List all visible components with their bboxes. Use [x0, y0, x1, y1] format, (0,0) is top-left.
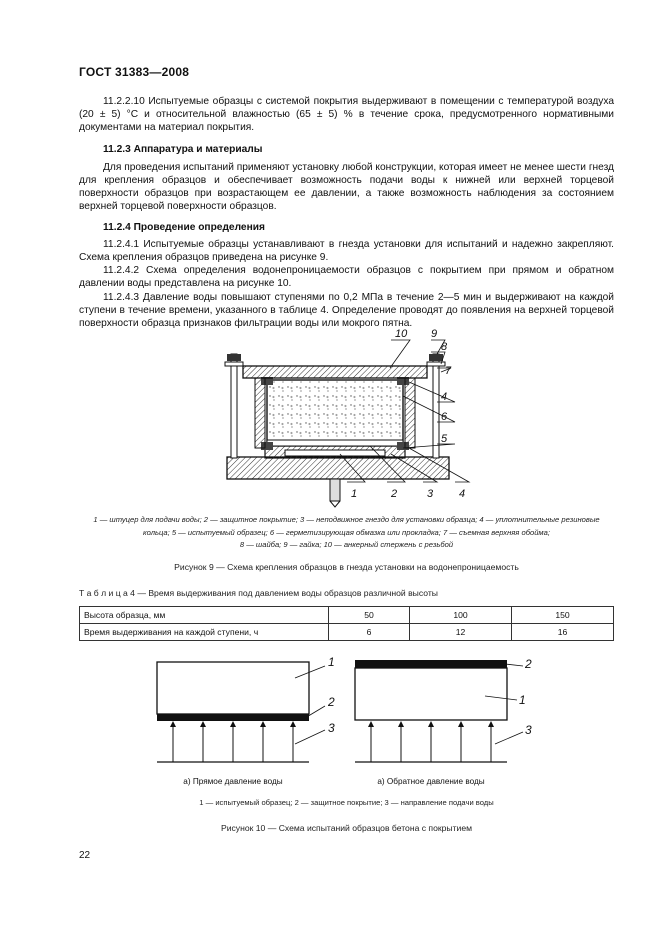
fig10b-label-2: 2 — [525, 657, 532, 671]
table-4-caption: Т а б л и ц а 4 — Время выдерживания под давлением воды образцов различной высоты — [79, 588, 438, 598]
protective-coating — [267, 440, 403, 446]
socket-cavity — [285, 450, 385, 456]
washer — [225, 362, 243, 366]
table-4 — [79, 606, 614, 641]
figure-10-drawing — [145, 652, 535, 792]
paragraph-11-2-4-3: 11.2.4.3 Давление воды повышают ступенями по 0,2 МПа в течение 2—5 мин и выдерживают на каждой ступени в течение времени, указанного в таблице 4. Определение проводят до появления на верхней торцевой поверхности образца признаков фильтрации воды или мокрого пятна. — [79, 291, 614, 330]
figure-9-caption: Рисунок 9 — Схема крепления образцов в гнезда установки на водонепроницаемость — [174, 562, 519, 572]
fig10b-subcaption: а) Обратное давление воды — [377, 777, 485, 786]
fig9-label-4-upper: 4 — [441, 391, 448, 403]
figure-10-legend: 1 — испытуемый образец; 2 — защитное покрытие; 3 — направление подачи воды — [199, 798, 494, 807]
table-cell-label: Время выдерживания на каждой ступени, ч — [80, 624, 329, 641]
table-cell: 50 — [329, 607, 410, 624]
fig9-label-9: 9 — [431, 328, 438, 340]
table-cell-label: Высота образца, мм — [80, 607, 329, 624]
fig10b-specimen — [355, 668, 507, 720]
nut — [429, 354, 443, 361]
fig10a-subcaption: а) Прямое давление воды — [183, 777, 283, 786]
figure-9-drawing — [205, 322, 495, 510]
fig9-label-5: 5 — [441, 433, 448, 445]
fig9-label-4-lower: 4 — [459, 488, 466, 500]
water-fitting-tip — [330, 501, 340, 507]
upper-frame-side — [255, 378, 265, 448]
table-cell: 6 — [329, 624, 410, 641]
paragraph-11-2-2-10: 11.2.2.10 Испытуемые образцы с системой покрытия выдерживают в помещении с температурой воздуха (20 ± 5) °С и относительной влажностью (65 ± 5) % в течение срока, предусмотренного нормативными документами на материал покрытия. — [79, 96, 614, 134]
fig9-label-10: 10 — [395, 328, 408, 340]
fig9-label-2: 2 — [391, 488, 398, 500]
paragraph-11-2-4-2: 11.2.4.2 Схема определения водонепроницаемости образцов с покрытием при прямом и обратном давлении воды представлена на рисунке 10. — [79, 265, 614, 290]
heading-11-2-4: 11.2.4 Проведение определения — [103, 221, 265, 233]
fig10a-specimen — [157, 662, 309, 714]
fig9-label-8: 8 — [441, 341, 448, 353]
fig10a-coating — [157, 714, 309, 721]
fig10b-label-3: 3 — [525, 723, 532, 737]
paragraph-11-2-3: Для проведения испытаний применяют установку любой конструкции, которая имеет не менее шести гнезд для крепления образцов и обеспечивает возможность подачи воды к нижней или верхней торцевой поверхности образцов при возрастающем ее давлении, а также возможность наблюдения за состоянием верхней торцевой поверхности образцов. — [79, 161, 614, 213]
fig10b-coating — [355, 660, 507, 668]
body-text — [79, 95, 614, 330]
upper-frame-side — [405, 378, 415, 448]
anchor-rod — [231, 354, 237, 458]
upper-frame — [243, 366, 427, 378]
fig10a-label-3: 3 — [328, 721, 335, 735]
washer — [427, 362, 445, 366]
fig9-label-3: 3 — [427, 488, 434, 500]
figure-9-legend — [79, 514, 614, 552]
fig10a-label-1: 1 — [328, 655, 335, 669]
table-cell: 12 — [410, 624, 512, 641]
table-cell: 100 — [410, 607, 512, 624]
heading-11-2-3: 11.2.3 Аппаратура и материалы — [103, 143, 263, 155]
figure-10-caption: Рисунок 10 — Схема испытаний образцов бетона с покрытием — [220, 823, 473, 833]
paragraph-11-2-4-1: 11.2.4.1 Испытуемые образцы устанавливают в гнезда установки для испытаний и надежно закрепляют. Схема крепления образцов приведена на рисунке 9. — [79, 238, 614, 264]
page-header: ГОСТ 31383—2008 — [79, 65, 190, 79]
page-number: 22 — [79, 850, 91, 861]
table-row — [80, 624, 614, 641]
fig9-label-1: 1 — [351, 488, 358, 500]
anchor-rod — [433, 354, 439, 458]
table-cell: 16 — [512, 624, 614, 641]
fig9-label-6: 6 — [441, 411, 448, 423]
fixed-socket-base — [227, 457, 449, 479]
fig10a-label-2: 2 — [328, 695, 335, 709]
table-row — [80, 607, 614, 624]
fig10b-label-1: 1 — [519, 693, 526, 707]
nut — [227, 354, 241, 361]
table-cell: 150 — [512, 607, 614, 624]
water-fitting — [330, 479, 340, 501]
test-specimen — [267, 380, 403, 446]
fig9-label-7: 7 — [445, 365, 452, 377]
figure-9-legend-line-2: 8 — шайба; 9 — гайка; 10 — анкерный стержень с резьбой — [239, 540, 454, 549]
figure-9-legend-line-1: 1 — штуцер для подачи воды; 2 — защитное покрытие; 3 — неподвижное гнездо для установки образца; 4 — уплотнительные резиновые кольца; 5 — испытуемый образец; 6 — герметизирующая обмазка или прокладка; 7 — съемная верхняя обойма; — [93, 515, 600, 537]
